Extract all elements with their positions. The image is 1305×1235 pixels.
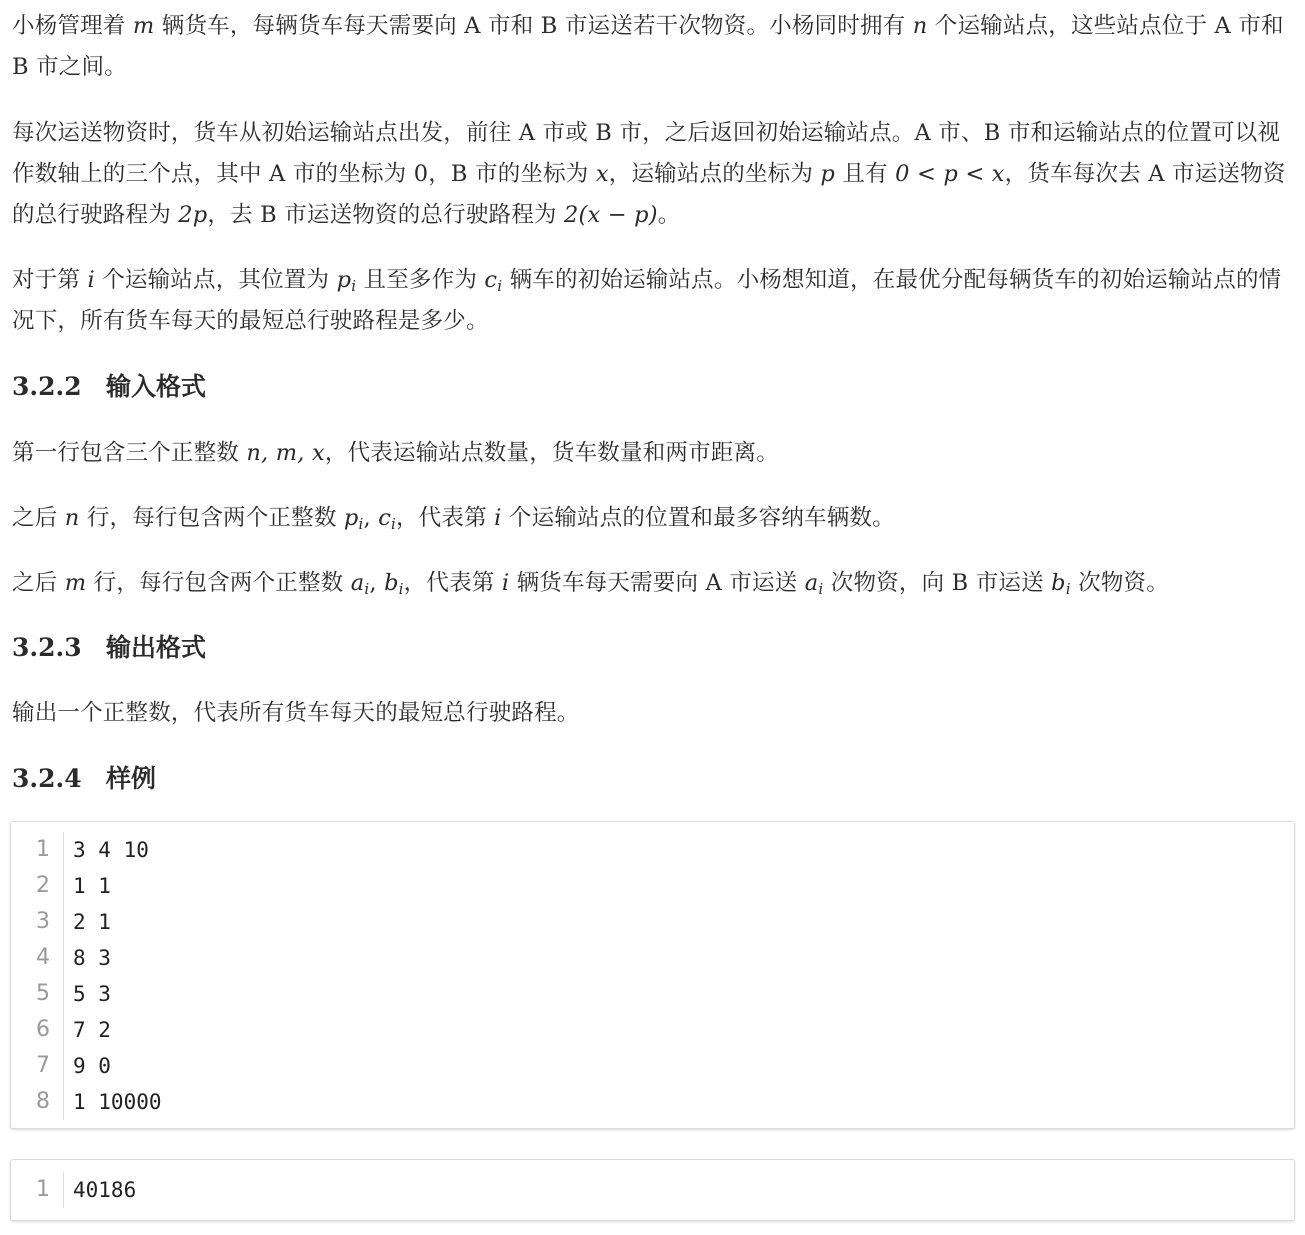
code-line xyxy=(11,868,1294,904)
text: ，运输站点的坐标为 xyxy=(608,161,821,187)
line-number: 1 xyxy=(36,837,50,862)
code-text[interactable]: 3 4 10 xyxy=(63,832,149,868)
var-pi xyxy=(337,267,357,293)
text: 行，每行包含两个正整数 xyxy=(79,505,344,531)
text: 辆车的初始运输站点。小杨想知道，在最优分配每辆货车的初始运输站点的情况下，所有货车每天的最短总行驶路程是多少。 xyxy=(12,267,1282,334)
var-n: n xyxy=(64,505,80,531)
text: 之后 xyxy=(12,505,65,531)
input-line-1 xyxy=(12,433,1295,474)
expr-2p: 2p xyxy=(178,202,208,228)
var-c: c xyxy=(484,267,498,293)
subscript-i: i xyxy=(358,515,364,533)
text: 对于第 xyxy=(12,267,88,293)
vars-nmx: n, m, x xyxy=(246,440,325,466)
var-ci xyxy=(484,267,502,293)
text: ，代表第 xyxy=(403,570,502,596)
section-heading-input xyxy=(12,367,206,407)
code-text[interactable]: 1 10000 xyxy=(63,1084,162,1120)
text: 辆货车每天需要向 A 市运送 xyxy=(509,570,805,596)
line-number: 3 xyxy=(36,909,50,934)
code-text[interactable]: 1 1 xyxy=(63,868,111,904)
text: 个运输站点，其位置为 xyxy=(94,267,337,293)
line-number: 1 xyxy=(36,1177,50,1202)
sample-input-code-block[interactable] xyxy=(10,821,1295,1129)
input-line-2 xyxy=(12,498,1295,539)
code-text[interactable]: 2 1 xyxy=(63,904,111,940)
subscript-i: i xyxy=(391,515,397,533)
line-number: 5 xyxy=(36,981,50,1006)
var-x: x xyxy=(595,161,609,187)
text: 第一行包含三个正整数 xyxy=(12,440,247,466)
code-text[interactable]: 40186 xyxy=(63,1172,136,1208)
section-number: 3.2.3 xyxy=(12,633,82,662)
text: 个运输站点的位置和最多容纳车辆数。 xyxy=(501,505,895,531)
subscript-i: i xyxy=(398,580,404,598)
line-number: 2 xyxy=(36,873,50,898)
input-line-3 xyxy=(12,563,1295,604)
line-number: 8 xyxy=(36,1089,50,1114)
sample-output-code-block[interactable] xyxy=(10,1159,1295,1221)
line-number: 4 xyxy=(36,945,50,970)
var-ai xyxy=(805,570,824,596)
var-p: p xyxy=(336,267,352,293)
code-line xyxy=(11,832,1294,868)
section-title: 输入格式 xyxy=(106,372,207,401)
paragraph-delivery xyxy=(12,113,1295,236)
text: ，代表运输站点数量，货车数量和两市距离。 xyxy=(324,440,779,466)
var-b: b xyxy=(1051,570,1066,596)
text: ，货车每次去 A 市运送物资的总行驶路程为 xyxy=(12,161,1286,228)
code-line xyxy=(11,940,1294,976)
line-number: 6 xyxy=(36,1017,50,1042)
section-title: 输出格式 xyxy=(106,633,207,662)
var-c: c xyxy=(378,505,392,531)
var-i: i xyxy=(87,267,95,293)
code-text[interactable]: 8 3 xyxy=(63,940,111,976)
code-line xyxy=(11,1012,1294,1048)
var-i: i xyxy=(494,505,502,531)
section-heading-output xyxy=(12,628,206,668)
subscript-i: i xyxy=(1065,580,1071,598)
code-line xyxy=(11,1084,1294,1120)
section-heading-sample xyxy=(12,759,156,799)
text: 辆货车，每辆货车每天需要向 A 市和 B 市运送若干次物资。小杨同时拥有 xyxy=(154,13,913,39)
inequality: 0 < p < x xyxy=(895,161,1005,187)
code-text[interactable]: 7 2 xyxy=(63,1012,111,1048)
text: 。 xyxy=(657,202,681,228)
text: ，去 B 市运送物资的总行驶路程为 xyxy=(207,202,564,228)
subscript-i: i xyxy=(364,580,370,598)
code-line xyxy=(11,904,1294,940)
paragraph-station xyxy=(12,260,1295,342)
line-number: 7 xyxy=(36,1053,50,1078)
var-n: n xyxy=(912,13,928,39)
code-text[interactable]: 5 3 xyxy=(63,976,111,1012)
expr-2x-p: 2(x − p) xyxy=(563,202,658,228)
var-p: p xyxy=(820,161,836,187)
vars-pi-ci xyxy=(344,505,396,531)
text: 之后 xyxy=(12,570,65,596)
var-bi xyxy=(1051,570,1071,596)
text: 每次运送物资时，货车从初始运输站点出发，前往 A 市或 B 市，之后返回初始运输站点。A 市、B 市和运输站点的位置可以视作数轴上的三个点，其中 A 市的坐标为 0，B 市的坐标为 xyxy=(12,120,1281,187)
var-m: m xyxy=(64,570,87,596)
text: 小杨管理着 xyxy=(12,13,133,39)
code-line xyxy=(11,976,1294,1012)
section-title: 样例 xyxy=(106,764,157,793)
text: ，代表第 xyxy=(396,505,495,531)
var-a: a xyxy=(804,570,819,596)
section-number: 3.2.4 xyxy=(12,764,82,793)
var-i: i xyxy=(501,570,510,596)
var-a: a xyxy=(350,570,365,596)
subscript-i: i xyxy=(351,277,357,295)
comma: , xyxy=(363,505,379,531)
text: 且至多作为 xyxy=(356,267,485,293)
text: 次物资。 xyxy=(1070,570,1169,596)
text: 输出一个正整数，代表所有货车每天的最短总行驶路程。 xyxy=(12,700,580,726)
comma: , xyxy=(369,570,385,596)
code-text[interactable]: 9 0 xyxy=(63,1048,111,1084)
vars-ai-bi xyxy=(351,570,404,596)
subscript-i: i xyxy=(818,580,824,598)
var-b: b xyxy=(384,570,399,596)
text: 且有 xyxy=(835,161,896,187)
text: 个运输站点，这些站点位于 A 市和 B 市之间。 xyxy=(12,13,1284,80)
paragraph-intro xyxy=(12,6,1295,88)
var-m: m xyxy=(132,13,155,39)
code-line xyxy=(11,1048,1294,1084)
code-line xyxy=(11,1172,1294,1208)
section-number: 3.2.2 xyxy=(12,372,82,401)
var-p: p xyxy=(343,505,359,531)
text: 行，每行包含两个正整数 xyxy=(86,570,351,596)
subscript-i: i xyxy=(497,277,503,295)
output-description xyxy=(12,693,1295,734)
text: 次物资，向 B 市运送 xyxy=(823,570,1052,596)
